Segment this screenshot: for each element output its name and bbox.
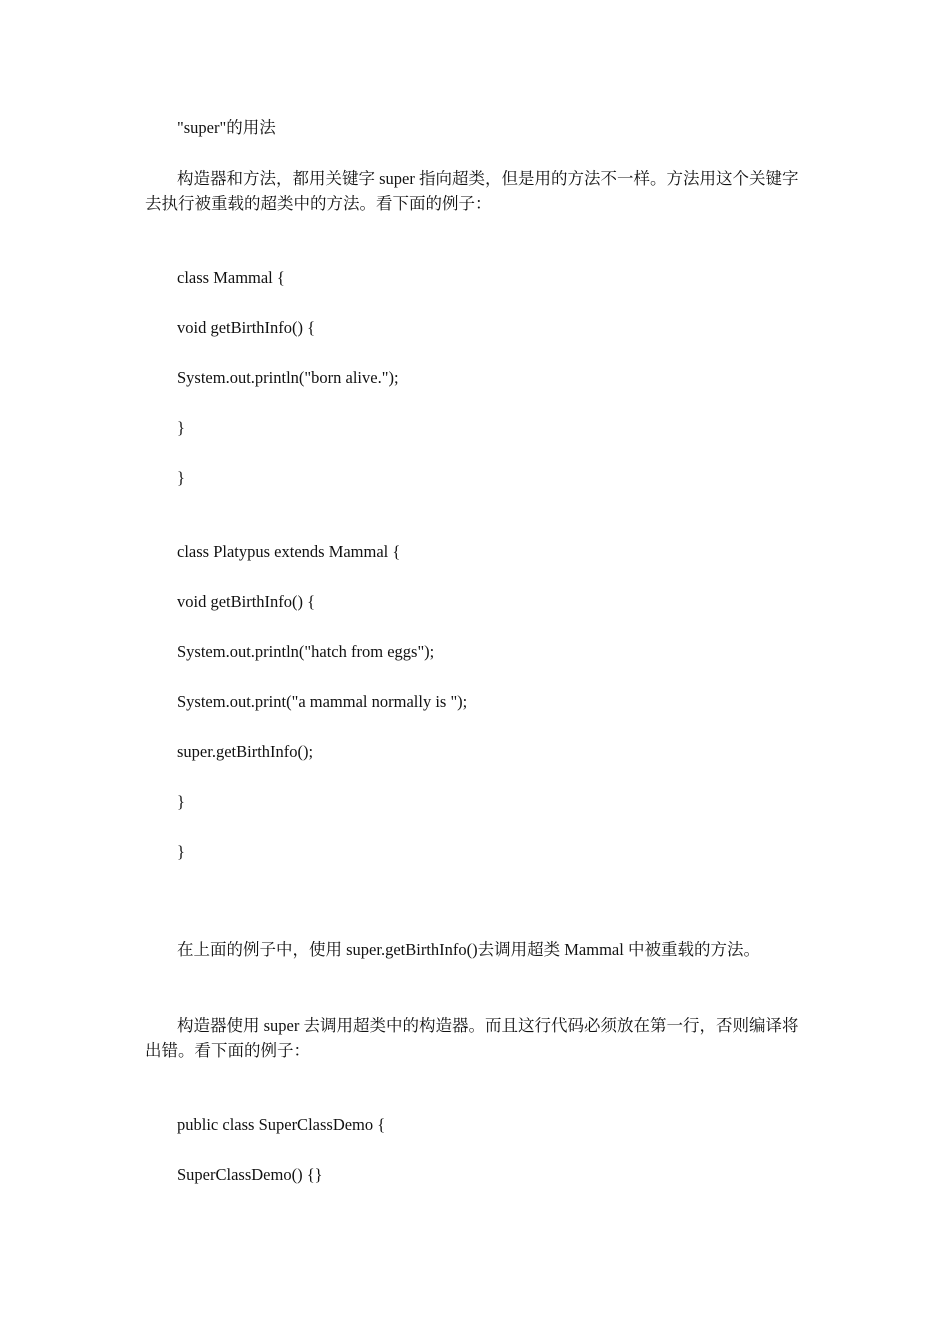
code-line: System.out.println("born alive."); <box>177 368 399 387</box>
code-line: class Platypus extends Mammal { <box>177 542 401 561</box>
code-line: } <box>177 792 185 811</box>
code-line: } <box>177 842 185 861</box>
code-line: void getBirthInfo() { <box>177 318 316 337</box>
code-line: } <box>177 418 185 437</box>
code-line: System.out.println("hatch from eggs"); <box>177 642 435 661</box>
code-line: SuperClassDemo() {} <box>177 1165 323 1184</box>
code-line: class Mammal { <box>177 268 285 287</box>
code-line: void getBirthInfo() { <box>177 592 316 611</box>
constructor-paragraph: 构造器使用 super 去调用超类中的构造器。而且这行代码必须放在第一行，否则编译将出错。看下面的例子： <box>145 1016 799 1060</box>
code-line: public class SuperClassDemo { <box>177 1115 386 1134</box>
intro-paragraph: 构造器和方法，都用关键字 super 指向超类，但是用的方法不一样。方法用这个关键字去执行被重载的超类中的方法。看下面的例子： <box>145 169 799 213</box>
code-line: System.out.print("a mammal normally is "); <box>177 692 468 711</box>
code-line: super.getBirthInfo(); <box>177 742 314 761</box>
code-line: } <box>177 468 185 487</box>
section-heading: "super"的用法 <box>177 118 276 137</box>
explanation-paragraph: 在上面的例子中，使用 super.getBirthInfo()去调用超类 Mammal 中被重载的方法。 <box>177 940 760 959</box>
